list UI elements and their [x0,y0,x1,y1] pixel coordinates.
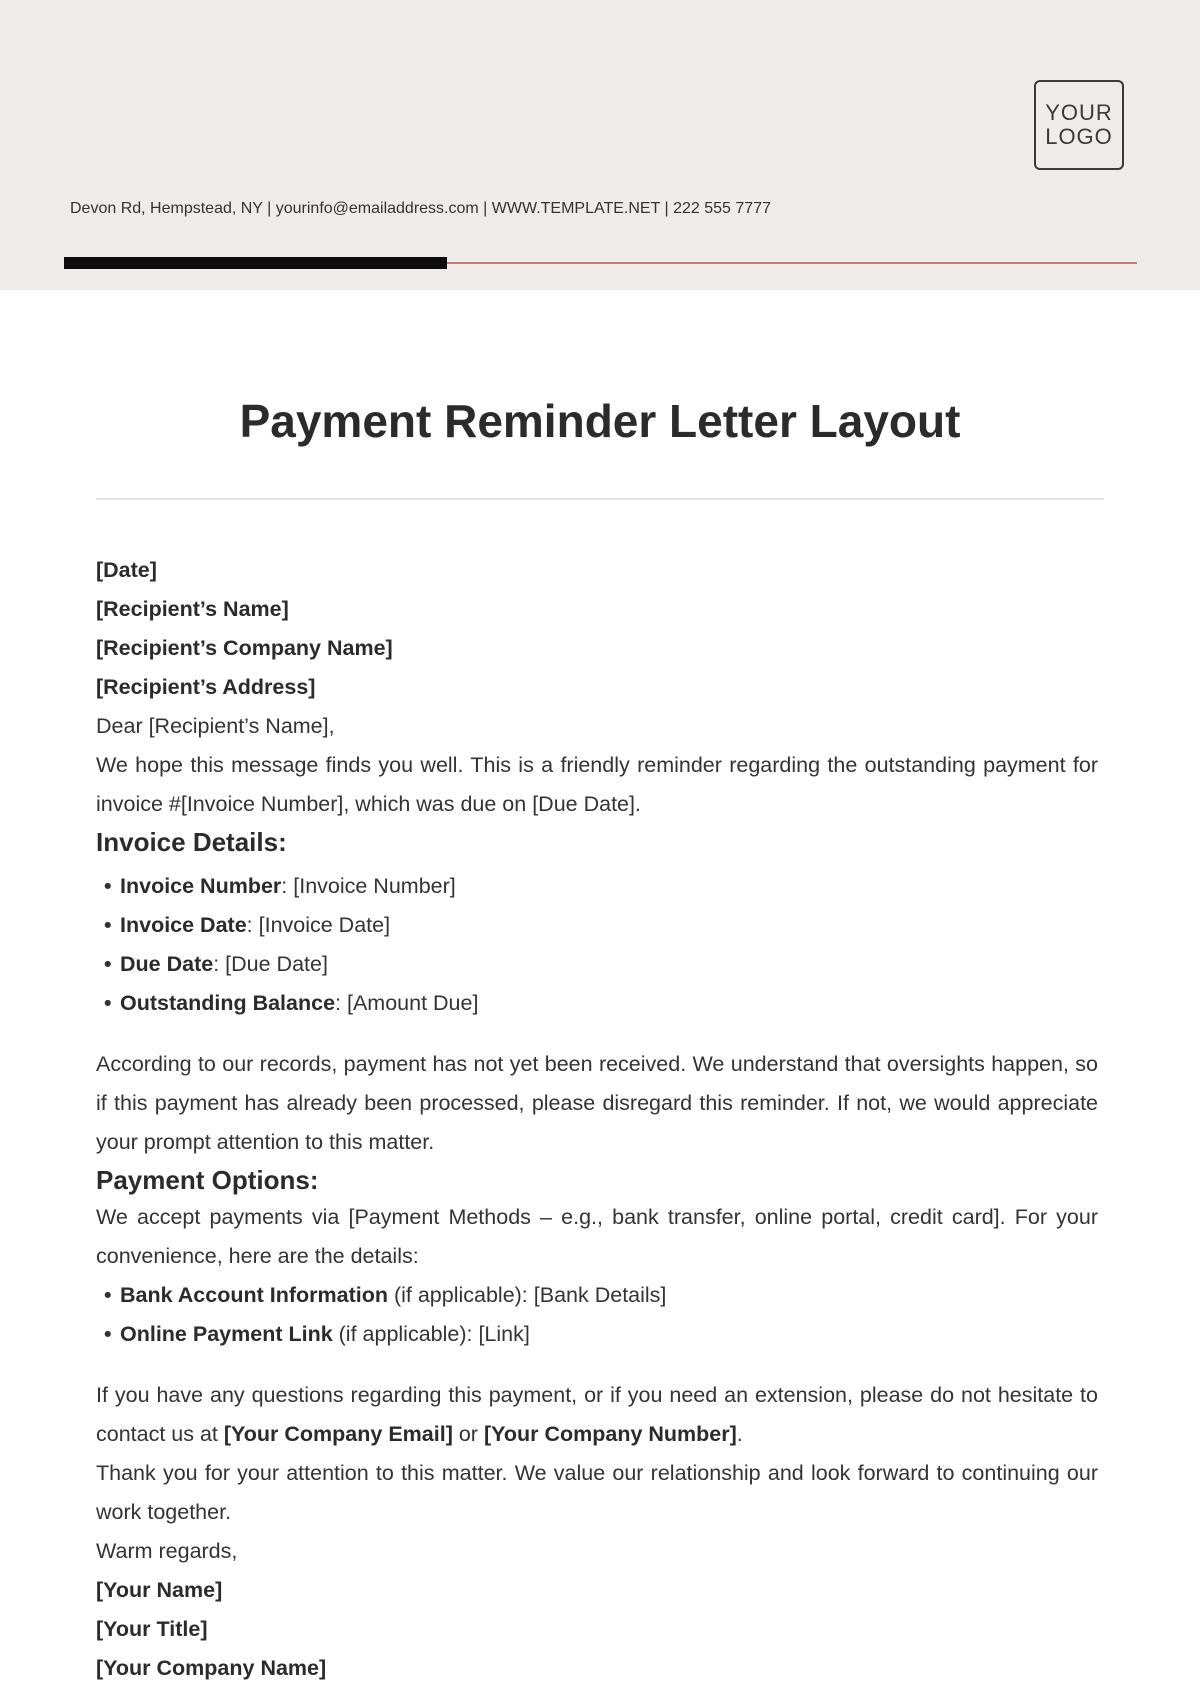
questions-or: or [452,1422,484,1446]
signature-title: [Your Title] [96,1617,208,1641]
list-item-label: Outstanding Balance [120,991,336,1015]
questions-end: . [736,1422,743,1446]
list-item-value: : [Amount Due] [335,991,479,1015]
bullet-icon: • [104,1283,112,1307]
list-item-label: Due Date [120,952,214,976]
letter-body [96,551,1098,1688]
recipient-name: [Recipient’s Name] [96,597,289,621]
header-rule-thin [447,262,1137,264]
list-item-value: (if applicable): [Bank Details] [387,1283,667,1307]
recipient-address: [Recipient’s Address] [96,675,316,699]
payment-options-heading: Payment Options: [96,1165,319,1195]
greeting: Dear [Recipient’s Name], [96,714,335,738]
invoice-details-heading: Invoice Details: [96,827,287,857]
closing: Warm regards, [96,1539,238,1563]
letterhead [0,0,1200,290]
contact-info: Devon Rd, Hempstead, NY | yourinfo@emailaddress.com | WWW.TEMPLATE.NET | 222 555 7777 [70,200,771,217]
signature-company: [Your Company Name] [96,1656,327,1680]
bullet-icon: • [104,991,112,1015]
intro-paragraph: We hope this message finds you well. This is a friendly reminder regarding the outstanding payment for invoice #[Invoice Number], which was due on [Due Date]. [96,753,1098,816]
invoice-details-list [96,867,1098,1023]
payment-options-intro: We accept payments via [Payment Methods – e.g., bank transfer, online portal, credit card]. For your convenience, here are the details: [96,1205,1098,1268]
logo-text-line2: LOGO [1045,124,1113,149]
header-rule-thick [64,257,447,269]
logo-text-line1: YOUR [1045,100,1113,125]
list-item-label: Invoice Number [120,874,282,898]
list-item-value: : [Due Date] [213,952,328,976]
signature-name: [Your Name] [96,1578,223,1602]
company-number-placeholder: [Your Company Number] [483,1422,737,1446]
questions-text: If you have any questions regarding this payment, or if you need an extension, please do not hesitate to contact us at [96,1383,1098,1446]
list-item [104,867,1098,906]
document-title: Payment Reminder Letter Layout [239,395,961,447]
list-item-label: Online Payment Link [120,1322,333,1346]
list-item [104,1276,1098,1315]
list-item-value: (if applicable): [Link] [332,1322,530,1346]
list-item-label: Bank Account Information [120,1283,388,1307]
date-placeholder: [Date] [96,558,157,582]
bullet-icon: • [104,952,112,976]
bullet-icon: • [104,874,112,898]
list-item [104,906,1098,945]
bullet-icon: • [104,1322,112,1346]
list-item [104,1315,1098,1354]
list-item-label: Invoice Date [120,913,247,937]
questions-paragraph [96,1376,1098,1454]
title-divider [96,498,1104,500]
list-item [104,984,1098,1023]
recipient-company: [Recipient’s Company Name] [96,636,393,660]
list-item-value: : [Invoice Number] [281,874,456,898]
logo-placeholder [1034,80,1124,170]
list-item [104,945,1098,984]
payment-options-list [96,1276,1098,1354]
records-paragraph: According to our records, payment has not yet been received. We understand that oversights happen, so if this payment has already been processed, please disregard this reminder. If not, we would appreciate your prompt attention to this matter. [96,1052,1098,1154]
list-item-value: : [Invoice Date] [246,913,391,937]
bullet-icon: • [104,913,112,937]
company-email-placeholder: [Your Company Email] [223,1422,453,1446]
thanks-paragraph: Thank you for your attention to this matter. We value our relationship and look forward to continuing our work together. [96,1461,1098,1524]
